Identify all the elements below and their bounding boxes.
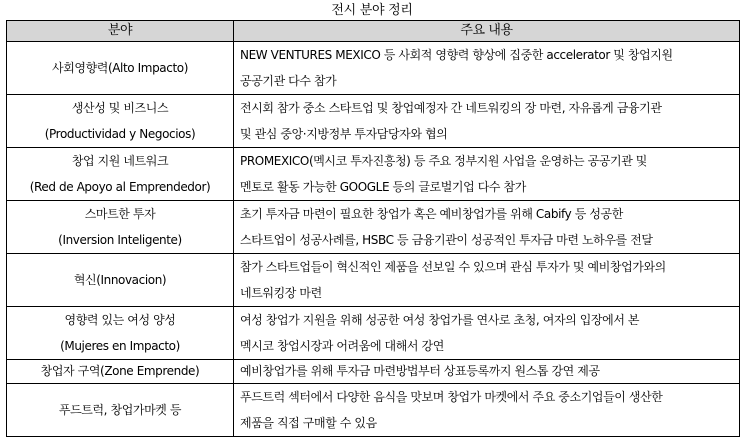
row-content [234,307,740,360]
category-line: 푸드트럭, 창업가마켓 등 [58,403,182,417]
row-content [234,42,740,95]
content-line: 스타트업이 성공사례를, HSBC 등 금융기관이 성공적인 투자금 마련 노하우를 전달 [240,233,653,247]
table-row [7,148,740,201]
category-line: 사회영향력(Alto Impacto) [52,61,188,75]
category-line: 혁신(Innovacion) [73,273,167,287]
header-content: 주요 내용 [234,21,740,42]
row-category [7,307,234,360]
category-line: (Red de Apoyo al Emprendedor) [29,180,211,194]
category-line: 영향력 있는 여성 양성 [64,313,176,327]
table-row [7,254,740,307]
header-category: 분야 [7,21,234,42]
content-line: 초기 투자금 마련이 필요한 창업가 혹은 예비창업가를 위해 Cabify 등 성공한 [240,207,623,221]
content-line: 멘토로 활동 가능한 GOOGLE 등의 글로벌기업 다수 참가 [240,180,526,194]
row-category [7,95,234,148]
row-content [234,254,740,307]
header-row [7,21,740,42]
table-body [7,42,740,437]
content-line: 전시회 참가 중소 스타트업 및 창업예정자 간 네트워킹의 장 마련, 자유롭게 금융기관 [240,101,662,115]
content-line: 공공기관 다수 참가 [240,74,337,88]
category-line: 창업 지원 네트워크 [71,154,169,168]
table-row [7,201,740,254]
content-line: 여성 창업가 지원을 위해 성공한 여성 창업가를 연사로 초청, 여자의 입장에서 본 [240,313,640,327]
category-line: (Inversion Inteligente) [58,233,182,247]
content-line: 멕시코 창업시장과 어려움에 대해서 강연 [240,339,444,353]
category-line: 스마트한 투자 [84,207,156,221]
table-row [7,95,740,148]
row-category [7,384,234,437]
category-line: 생산성 및 비즈니스 [71,101,169,115]
row-category [7,42,234,95]
table-row [7,384,740,437]
content-line: 및 관심 중앙·지방정부 투자담당자와 협의 [240,127,448,141]
content-line: NEW VENTURES MEXICO 등 사회적 영향력 향상에 집중한 accelerator 및 창업지원 [240,48,673,62]
row-content [234,95,740,148]
category-line: 창업자 구역(Zone Emprende) [40,364,200,378]
row-content [234,360,740,384]
content-line: 예비창업가를 위해 투자금 마련방법부터 상표등록까지 원스톱 강연 제공 [240,364,600,378]
exhibition-sectors-table [6,20,740,437]
content-line: 네트워킹장 마련 [240,286,322,300]
table-row [7,360,740,384]
table-row [7,307,740,360]
row-content [234,148,740,201]
category-line: (Mujeres en Impacto) [60,339,180,353]
content-line: 제품을 직접 구매할 수 있음 [240,416,377,430]
content-line: 푸드트럭 섹터에서 다양한 음식을 맛보며 창업가 마켓에서 주요 중소기업들이 생산한 [240,390,663,404]
row-content [234,384,740,437]
table-title: 전시 분야 정리 [331,3,413,18]
row-category [7,254,234,307]
table-row [7,42,740,95]
content-line: PROMEXICO(멕시코 투자진흥청) 등 주요 정부지원 사업을 운영하는 공공기관 및 [240,154,648,168]
row-category [7,360,234,384]
row-content [234,201,740,254]
row-category [7,148,234,201]
category-line: (Productividad y Negocios) [44,127,196,141]
row-category [7,201,234,254]
content-line: 참가 스타트업들이 혁신적인 제품을 선보일 수 있으며 관심 투자가 및 예비창업가와의 [240,260,666,274]
